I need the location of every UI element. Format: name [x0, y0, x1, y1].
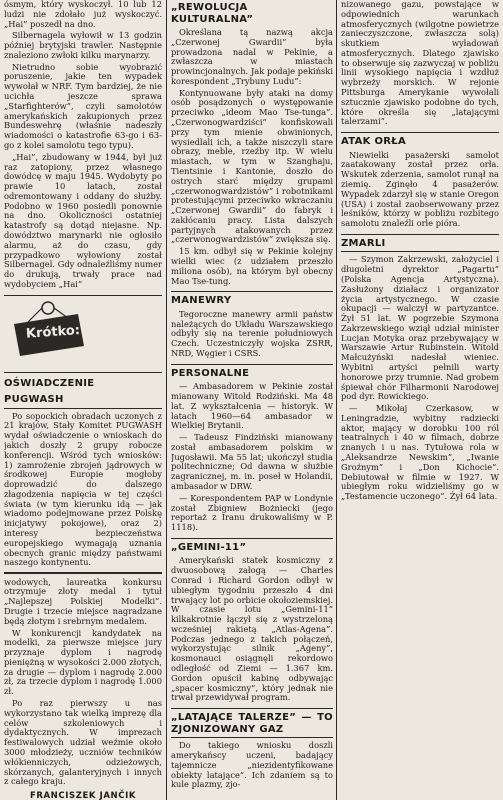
column-2 [171, 0, 333, 800]
paragraph: W konkurencji kandydatek na modelki, za pierwsze miejsce jury przyznaje dyplom i nagrodę pieniężną w wysokości 2.000 złotych, za drugie — dyplom i nagrodę 2.000 zł, za trzecie dyplom i nagrodę 1.000 zł. [4, 627, 162, 697]
paragraph: 15 km. odbył się w Pekinie kolejny wielki wiec (z udziałem przeszło miliona osób), na którym był obecny Mao Tse-tung. [171, 246, 333, 286]
divider [4, 572, 162, 574]
paragraph: Silbernagela wyłowił w 13 godzin później brytyjski trawler. Następnie znaleziono zwłoki kilku marynarzy. [4, 30, 162, 60]
paragraph: Nietrudno sobie wyobrazić poruszenie, jakie ten wypadek wywołał w NRF. Tym bardziej, że nie ucichła jeszcze sprawa „Starfighterów”, czyli samolotów amerykańskich zakupionych przez Bundeswehrę (właśnie nadeszły wiadomości o katastrofie 63-go i 63-go z kolei samolotu tego typu). [4, 61, 162, 150]
paragraph: — Ambasadorem w Pekinie został mianowany Witold Rodziński. Ma 48 lat. Z wykształcenia — historyk. W latach 1960—64 ambasador w Wielkiej Brytanii. [171, 381, 333, 431]
paragraph: „Hai”, zbudowany w 1944, był już raz zatopiony, przez własnego dowódcę w maju 1945. Wydobyty po prawie 10 latach, został odremontowany i oddany do służby. Podobno w 1960 posiedli ponownie na dno. Okoliczności ostatniej katastrofy są dotąd niejasne. Np. dowództwo marynarki nie ogłosiło alarmu, aż do czasu, gdy przypadkowo wyłowiony został Silbernagel. Gdy odnaleźliśmy numer do drukują, trwały prace nad wydobyciem „Hai” [4, 151, 162, 289]
article-title-gemini: „GEMINI-11” [171, 538, 333, 554]
section-label: OŚWIADCZENIE [4, 377, 95, 389]
paragraph: Niewielki pasażerski samolot zaatakowany został przez orła. Wskutek zderzenia, samolot runął na ziemię. Zginęło 4 pasażerów. Wypadek zdarzył się w stanie Oregon (USA) i został zaobserwowany przez leśników, którzy w pobliżu rozbitego samolotu znaleźli orle pióra. [341, 149, 499, 229]
paragraph: — Tadeusz Findziński mianowany został ambasadorem polskim w Jugosławii. Ma 55 lat; ukończył studia politechniczne; Od dawna w służbie zagranicznej, m. in. poseł w Holandii, ambasador w DRW. [171, 432, 333, 492]
column-divider [336, 0, 337, 800]
paragraph: — Szymon Zakrzewski, założyciel i długoletni dyrektor „Pagartu” (Polska Agencja Artystyczna). Zasłużony działacz i organizator życia artystycznego. W czasie okupacji — walczył w partyzantce. Żył 51 lat. W pogrzebie Szymona Zakrzewskiego wziął udział minister Lucjan Motyka oraz przebywający w Warszawie Artur Rubinstein. Witold Małcużyński nadesłał wieniec. Wybitni artyści pełnili warty honorowe przy trumnie. Nad grobem śpiewał chór Filharmonii Narodowej pod dyr. Rowickiego. [341, 254, 499, 402]
paragraph: Określana tą nazwą akcja „Czerwonej Gwardii” była prowadzona nadal w Pekinie, a zwłaszcza w miastach prowincjonalnych. Jak podaje pekiński korespondent „Trybuny Ludu”: [171, 27, 333, 86]
article-title-zmarli: ZMARLI [341, 234, 499, 253]
column-divider [166, 0, 167, 800]
krotko-logo-text: Krótko: [25, 322, 81, 342]
paragraph: Amerykański statek kosmiczny z dwuosobową załogą — Charles Conrad i Richard Gordon odbył w ubiegłym tygodniu przeszło 4 dni trwający lot po orbicie okołoziemskiej. W czasie lotu „Gemini-11” kilkakrotnie łączył się z wystrzeloną wcześniej rakietą „Atlas-Agena”. Podczas jednego z takich połączeń, wykorzystując silnik „Ageny”, kosmonauci osiągnęli rekordowo odległość od Ziemi — 1.367 km. Gordon opuścił kabinę odbywając „spacer kosmiczny”, który jednak nie trwał przewidywał program. [171, 555, 333, 703]
krotko-logo-box [4, 295, 162, 373]
column-1 [4, 0, 162, 800]
paragraph: Kontynuowane były ataki na domy osób posądzonych o występowanie przeciwko „ideom Mao Tse-tunga”. „Czerwonogwardziści” konfiskowali przy tym mienie obwinionych, wysiedlali ich, a także niszczyli stare obrazy, meble, rzeźby itp. W wielu miastach, w tym w Szanghaju, Tientsinie i Kantonie, doszło do ostrych starć między grupami „czerwonogwardzistów” i robotnikami protestującymi przeciwko wkraczaniu „Czerwonej Gwardii” do fabryk i zakłócaniu pracy. Lista dalszych partyjnych atakowanych przez „czerwonogwardzistów” zwiększa się. [171, 87, 333, 245]
article-title-atak: ATAK ORŁA [341, 132, 499, 148]
paragraph: Tegoroczne manewry armii państw należących do Układu Warszawskiego odbyły się na terenie południowych Czech. Uczestniczyły wojska ZSRR, NRD, Węgier i CSRS. [171, 308, 333, 358]
article-title-rewolucja: „REWOLUCJA KULTURALNA” [171, 2, 254, 25]
paragraph: wodowych, laureatka konkursu otrzymuje złoty medal i tytuł „Najlepszej Polskiej Modelki”. Drugie i trzecie miejsce nagradzane będą złotym i srebrnym medalem. [4, 576, 162, 626]
paragraph: — Mikołaj Czerkasow, w Leningradzie, wybitny radziecki aktor, mający w dorobku 100 ról teatralnych i 40 w filmach, dobrze znanych i u nas. Tytułowa rola w „Aleksandrze Newskim”, „Iwanie Groźnym” i „Don Kichocie”. Debiutował w filmie w 1927. W ubiegłym roku widzieliśmy go w „Testamencie uczonego”. Żył 64 lata. [341, 403, 499, 502]
article-title-manewry: MANEWRY [171, 291, 333, 307]
paragraph: nizowanego gazu, powstające w odpowiednich warunkach atmosferycznych (wilgotne powietrze zanieczyszczone, zwłaszcza solą) skutkiem wyładowań atmosferycznych. Dlatego zjawisko to obserwuje się zazwyczaj w pobliżu linii wysokiego napięcia i wzdłuż wybrzeży morskich. W rejonie Pittsburga Amerykanie wywołali sztucznie zjawisko podobne do tych, które określa się „latającymi talerzami”. [341, 0, 499, 127]
article-title-latajace: „LATAJĄCE TALERZE” — TO ZJONIZOWANY GAZ [171, 708, 333, 738]
column-3 [341, 0, 499, 800]
author-byline: FRANCISZEK JANČIK [29, 791, 137, 800]
article-title-pugwash: PUGWASH [4, 394, 162, 409]
article-title-personalne: PERSONALNE [171, 364, 333, 380]
paragraph: — Korespondentem PAP w Londynie został Zbigniew Bożniecki (jego reportaż z Iranu drukowaliśmy w P. 1118). [171, 492, 333, 533]
paragraph: Po sopockich obradach uczonych z 21 krajów, Stały Komitet PUGWASH wydał oświadczenie o wnioskach do jakich doszły 2 grupy robocze konferencji. Wśród tych wniosków: 1) zamrożenie zbrojeń jądrowych w środkowej Europie mogłoby doprowadzić do dalszego złagodzenia napięcia w tej części świata (w tym kierunku idą — jak wiadomo podejmowane przez Polskę inicjatywy pokojowe), oraz 2) interesy bezpieczeństwa europejskiego wymagają uznania obecnych granic między państwami naszego kontynentu. [4, 410, 162, 568]
paragraph: Do takiego wniosku doszli amerykańscy uczeni, badający tajemnicze „niezidentyfikowane obiekty latające”. Ich zdaniem są to kule plazmy, zjo- [171, 740, 333, 790]
paragraph: ósmym, który wyskoczył. 10 lub 12 ludzi nie zdołało już wyskoczyć. „Hai” poszedł na dno. [4, 0, 162, 29]
paragraph: Po raz pierwszy u nas wykorzystano tak wielką imprezę dla celów szkoleniowych i dydaktycznych. W imprezach festiwalowych udział weźmie około 3000 młodzieży, uczniów techników włókienniczych, odzieżowych, skórzanych, galanteryjnych i innych z całego kraju. [4, 698, 162, 787]
